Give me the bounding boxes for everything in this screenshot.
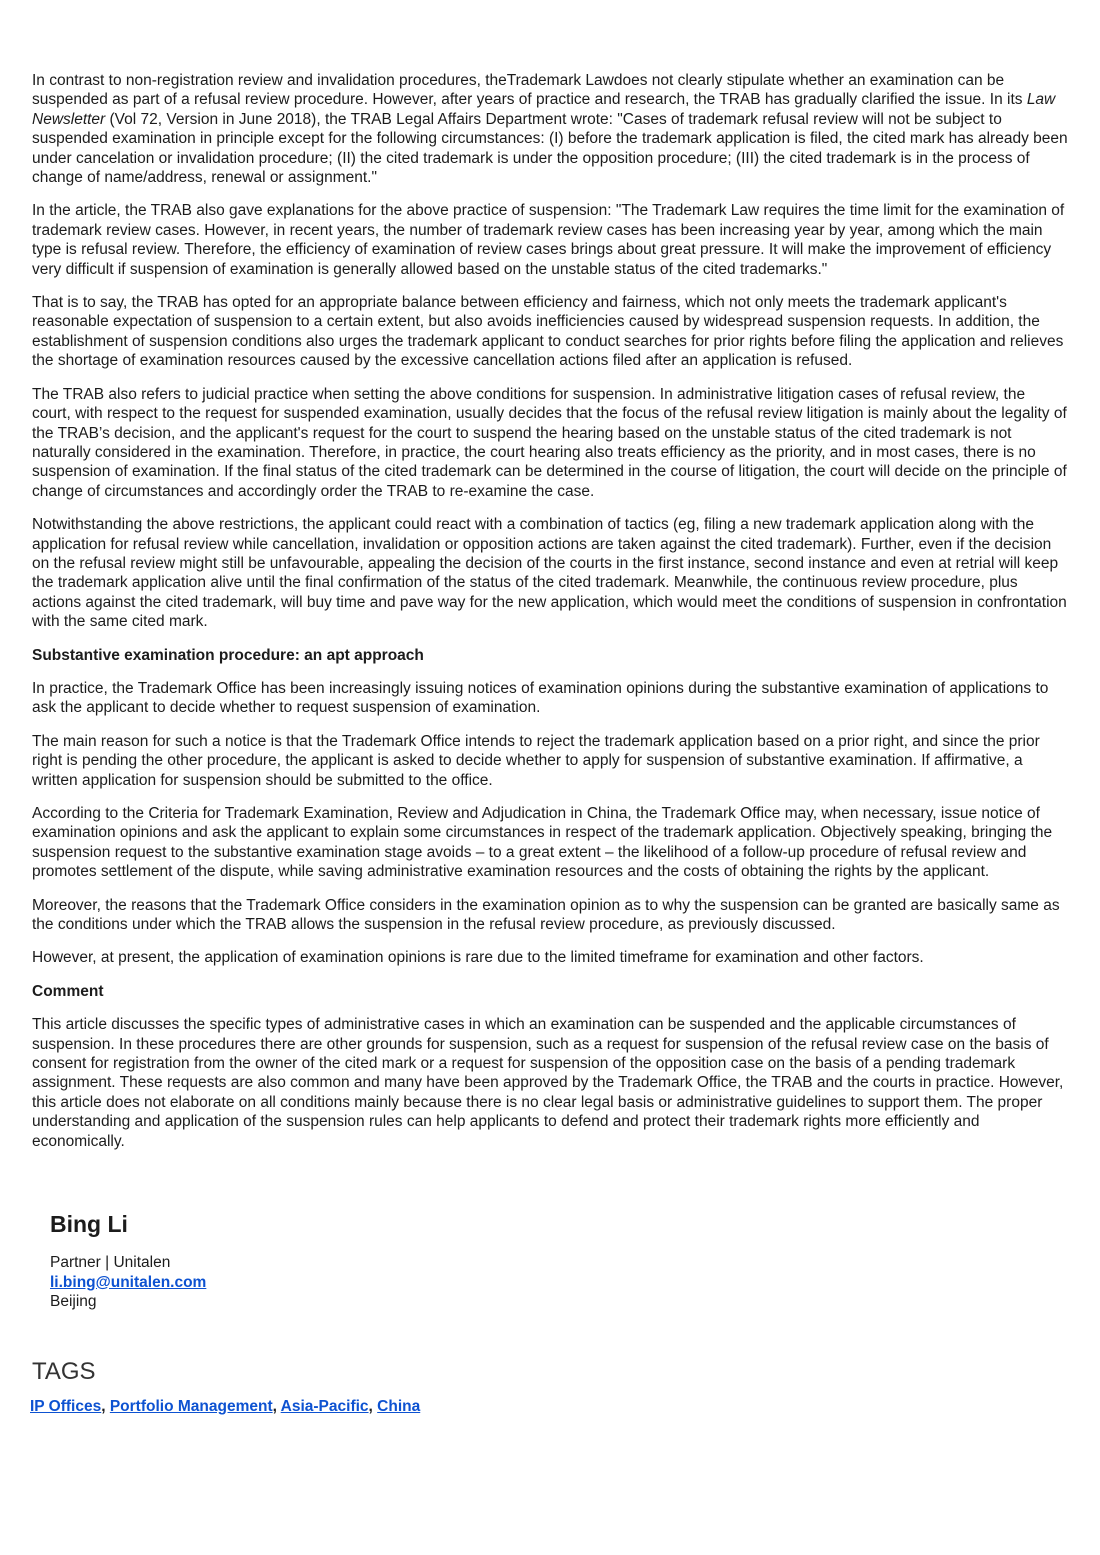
paragraph-1-rest: (Vol 72, Version in June 2018), the TRAB Legal Affairs Department wrote: "Cases of trademark refusal review will not be subject to suspended examination in principle except for the following circumstances: (I) before the trademark application is filed, the cited mark has already been under cancelation or invalidation procedure; (II) the cited trademark is under the opposition procedure; (III) the cited trademark is in the process of change of name/address, renewal or assignment." bbox=[32, 110, 1068, 187]
paragraph-1 bbox=[32, 71, 1068, 187]
tag-link-china[interactable]: China bbox=[377, 1397, 421, 1415]
section-heading-substantive-examination: Substantive examination procedure: an apt approach bbox=[32, 646, 424, 664]
paragraph-1-lead: In contrast to non-registration review and invalidation procedures, theTrademark Lawdoes not clearly stipulate whether an examination can be suspended as part of a refusal review procedure. However, after years of practice and research, the TRAB has gradually clarified the issue. In its bbox=[32, 72, 1027, 109]
tag-link-ip-offices[interactable]: IP Offices bbox=[30, 1397, 102, 1415]
author-card bbox=[50, 1211, 1100, 1312]
tag-separator: , bbox=[368, 1397, 378, 1415]
paragraph-11: This article discusses the specific types of administrative cases in which an examination can be suspended and the applicable circumstances of suspension. In these procedures there are other grounds for suspension, such as a request for suspension of the refusal review case on the basis of consent for registration from the owner of the cited mark or a request for suspension of the opposition case on the basis of a pending trademark assignment. These requests are also common and many have been approved by the Trademark Office, the TRAB and the courts in practice. However, this article does not elaborate on all conditions mainly because there is no clear legal basis or administrative guidelines to support them. The proper understanding and application of the suspension rules can help applicants to defend and protect their trademark rights more efficiently and economically. bbox=[32, 1016, 1064, 1150]
section-heading-comment: Comment bbox=[32, 982, 104, 1000]
tag-link-portfolio-management[interactable]: Portfolio Management bbox=[109, 1397, 273, 1415]
law-newsletter-title: Law Newsletter bbox=[32, 91, 1056, 128]
tags-section bbox=[30, 1358, 1100, 1417]
tag-link-asia-pacific[interactable]: Asia-Pacific bbox=[280, 1397, 369, 1415]
author-email-row bbox=[50, 1273, 1100, 1293]
author-city: Beijing bbox=[50, 1293, 97, 1311]
paragraph-10: However, at present, the application of examination opinions is rare due to the limited timeframe for examination and other factors. bbox=[32, 949, 924, 967]
paragraph-8: According to the Criteria for Trademark Examination, Review and Adjudication in China, the Trademark Office may, when necessary, issue notice of examination opinions and ask the applicant to explain some circumstances in respect of the trademark application. Objectively speaking, bringing the suspension request to the substantive examination stage avoids – to a great extent – the likelihood of a follow-up procedure of refusal review and promotes settlement of the dispute, while saving administrative examination resources and the costs of obtaining the rights by the applicant. bbox=[32, 805, 1053, 881]
author-name: Bing Li bbox=[50, 1211, 128, 1238]
tag-separator: , bbox=[101, 1397, 110, 1415]
paragraph-3: That is to say, the TRAB has opted for an appropriate balance between efficiency and fairness, which not only meets the trademark applicant's reasonable expectation of suspension to a certain extent, but also avoids inefficiencies caused by widespread suspension requests. In addition, the establishment of suspension conditions also urges the trademark applicant to conduct searches for prior rights before filing the application and relieves the shortage of examination resources caused by the excessive cancellation actions filed after an application is refused. bbox=[32, 294, 1064, 370]
paragraph-7: The main reason for such a notice is that the Trademark Office intends to reject the trademark application based on a prior right, and since the prior right is pending the other procedure, the applicant is asked to decide whether to apply for suspension of substantive examination. If affirmative, a written application for suspension should be submitted to the office. bbox=[32, 732, 1040, 789]
tag-separator: , bbox=[272, 1397, 281, 1415]
author-role: Partner | Unitalen bbox=[50, 1254, 171, 1272]
tags-row bbox=[30, 1397, 1100, 1417]
paragraph-4: The TRAB also refers to judicial practice when setting the above conditions for suspension. In administrative litigation cases of refusal review, the court, with respect to the request for suspended examination, usually decides that the focus of the refusal review litigation is mainly about the legality of the TRAB’s decision, and the applicant's request for the court to suspend the hearing based on the unstable status of the cited trademark is not naturally considered in the examination. Therefore, in practice, the court hearing also treats efficiency as the priority, and in most cases, there is no suspension of examination. If the final status of the cited trademark can be determined in the course of litigation, the court will decide on the principle of change of circumstances and accordingly order the TRAB to re-examine the case. bbox=[32, 385, 1067, 500]
paragraph-5: Notwithstanding the above restrictions, the applicant could react with a combination of tactics (eg, filing a new trademark application along with the application for refusal review while cancellation, invalidation or opposition actions are taken against the cited trademark). Further, even if the decision on the refusal review might still be unfavourable, appealing the decision of the courts in the first instance, second instance and even at retrial will keep the trademark application alive until the final confirmation of the status of the cited trademark. Meanwhile, the continuous review procedure, plus actions against the cited trademark, will buy time and pave way for the new application, which would meet the conditions of suspension in confrontation with the same cited mark. bbox=[32, 516, 1067, 631]
author-email-link[interactable]: li.bing@unitalen.com bbox=[50, 1273, 207, 1291]
paragraph-2: In the article, the TRAB also gave explanations for the above practice of suspension: "The Trademark Law requires the time limit for the examination of trademark review cases. However, in recent years, the number of trademark review cases has been increasing year by year, among which the main type is refusal review. Therefore, the efficiency of examination of review cases brings about great pressure. It will make the improvement of efficiency very difficult if suspension of examination is generally allowed based on the unstable status of the cited trademarks." bbox=[32, 202, 1065, 278]
paragraph-9: Moreover, the reasons that the Trademark Office considers in the examination opinion as to why the suspension can be granted are basically same as the conditions under which the TRAB allows the suspension in the refusal review procedure, as previously discussed. bbox=[32, 896, 1060, 934]
paragraph-6: In practice, the Trademark Office has been increasingly issuing notices of examination opinions during the substantive examination of applications to ask the applicant to decide whether to request suspension of examination. bbox=[32, 679, 1049, 717]
tags-heading: TAGS bbox=[32, 1357, 96, 1385]
